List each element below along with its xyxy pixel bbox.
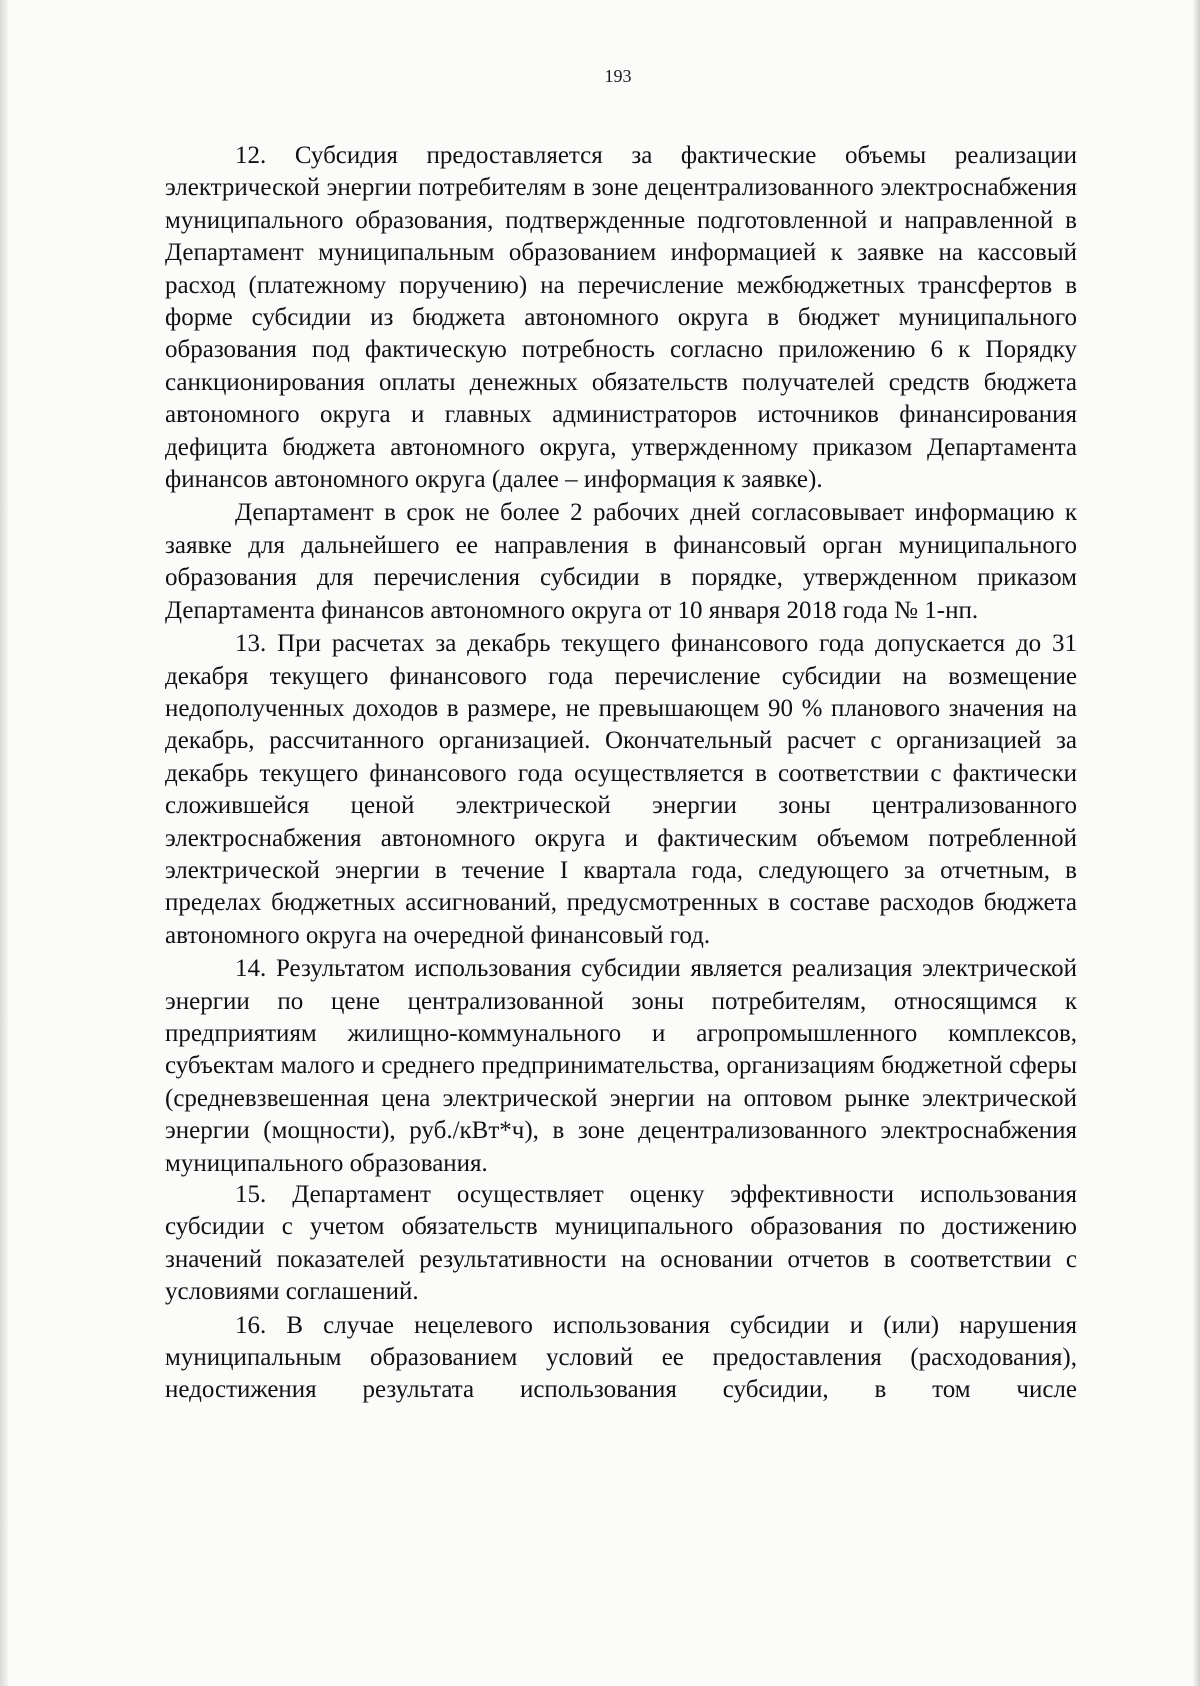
paragraph-15: 15. Департамент осуществляет оценку эффективности использования субсидии с учетом обязательств муниципального образования по достижению значений показателей результативности на основании отчетов в соответствии с условиями соглашений. [165,1181,1077,1306]
scan-edge-right [1193,0,1200,1686]
paragraph-16: 16. В случае нецелевого использования субсидии и (или) нарушения муниципальным образованием условий ее предоставления (расходования), недостижения результата использования субсидии, в том числе [165,1311,1077,1404]
paragraph-12: 12. Субсидия предоставляется за фактические объемы реализации электрической энергии потребителям в зоне децентрализованного электроснабжения муниципального образования, подтвержденные подготовленной и направленной в Департамент муниципальным образованием информацией к заявке на кассовый расход (платежному поручению) на перечисление межбюджетных трансфертов в форме субсидии из бюджета автономного округа в бюджет муниципального образования под фактическую потребность согласно приложению 6 к Порядку санкционирования оплаты денежных обязательств получателей средств бюджета автономного округа и главных администраторов источников финансирования дефицита бюджета автономного округа, утвержденному приказом Департамента финансов автономного округа (далее – информация к заявке). [165,142,1077,494]
paragraph-14: 14. Результатом использования субсидии является реализация электрической энергии по цене централизованной зоны потребителям, относящимся к предприятиям жилищно-коммунального и агропромышленного комплексов, субъектам малого и среднего предпринимательства, организациям бюджетной сферы (средневзвешенная цена электрической энергии на оптовом рынке электрической энергии (мощности), руб./кВт*ч), в зоне децентрализованного электроснабжения муниципального образования. [165,955,1077,1177]
page-number: 193 [604,66,632,86]
paragraph-13: 13. При расчетах за декабрь текущего финансового года допускается до 31 декабря текущего финансового года перечисление субсидии на возмещение недополученных доходов в размере, не превышающем 90 % планового значения на декабрь, рассчитанного организацией. Окончательный расчет с организацией за декабрь текущего финансового года осуществляется в соответствии с фактически сложившейся ценой электрической энергии зоны централизованного электроснабжения автономного округа и фактическим объемом потребленной электрической энергии в течение I квартала года, следующего за отчетным, в пределах бюджетных ассигнований, предусмотренных в составе расходов бюджета автономного округа на очередной финансовый год. [165,630,1077,949]
paragraph-department-approval: Департамент в срок не более 2 рабочих дней согласовывает информацию к заявке для дальнейшего ее направления в финансовый орган муниципального образования для перечисления субсидии в порядке, утвержденном приказом Департамента финансов автономного округа от 10 января 2018 года № 1-нп. [165,499,1077,624]
scan-edge-left [0,0,8,1686]
document-body [165,140,1077,1407]
